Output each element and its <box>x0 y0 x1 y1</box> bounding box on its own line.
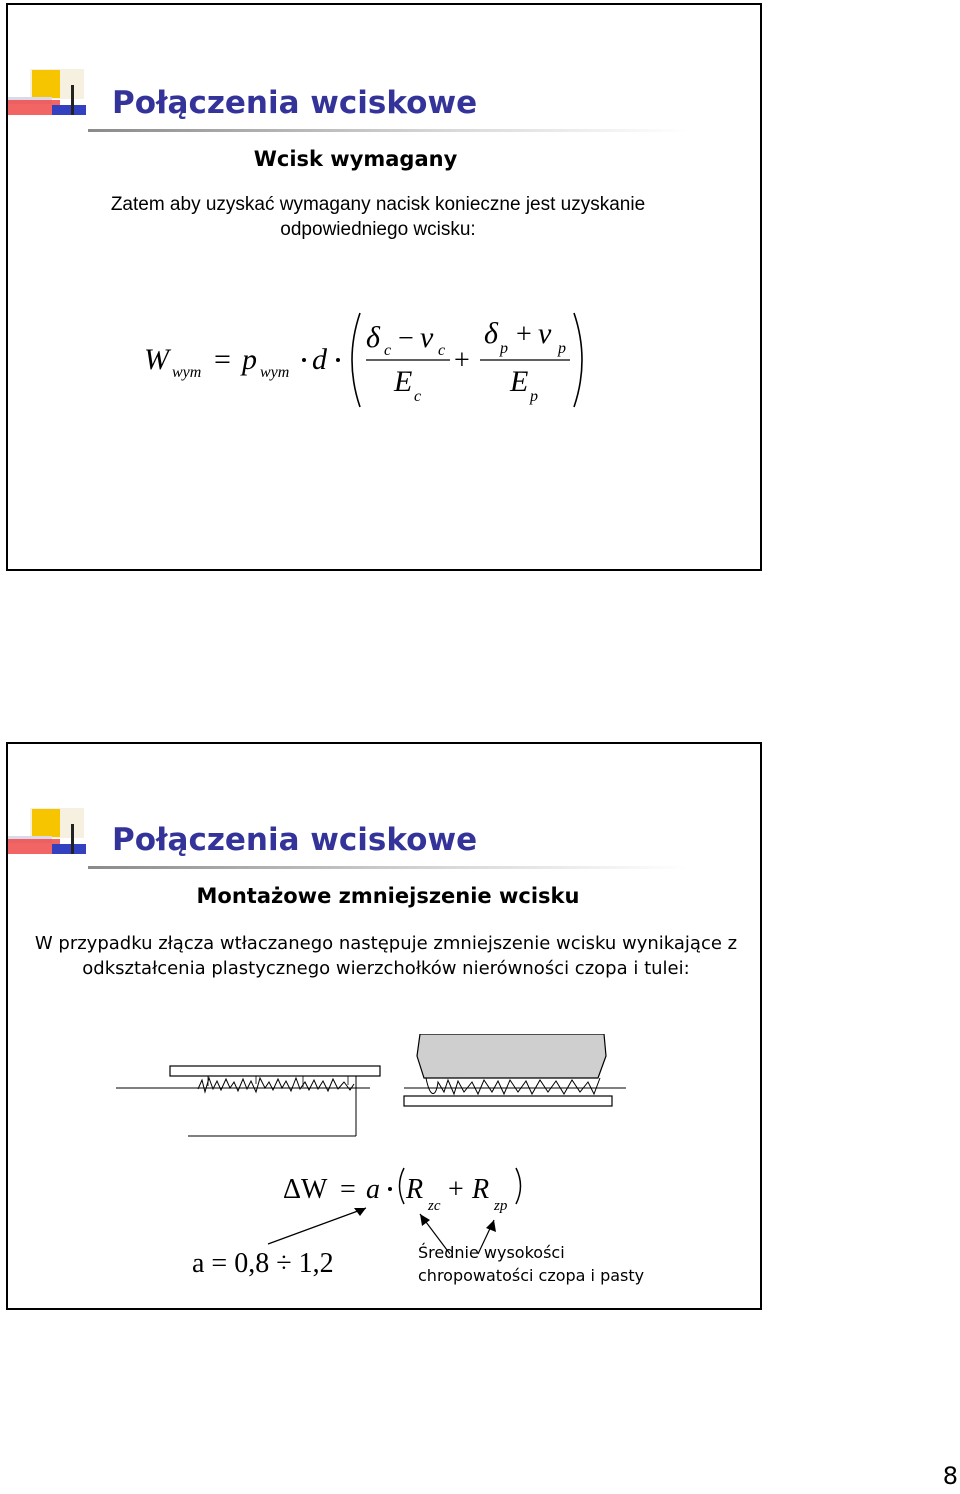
slide-title: Połączenia wciskowe <box>112 85 478 121</box>
formula-minus: − <box>398 323 414 354</box>
formula-r-zc: R <box>406 1174 424 1205</box>
formula-d: d <box>312 343 327 376</box>
formula-nu-c-sub: c <box>438 342 446 359</box>
formula-delta-w: ΔW <box>283 1174 328 1205</box>
formula-e-c: E <box>394 365 413 398</box>
formula-nu-p-sub: p <box>558 340 566 357</box>
formula-delta-c: δ <box>366 321 380 354</box>
slide-title: Połączenia wciskowe <box>112 822 478 858</box>
formula-delta-c-sub: c <box>384 342 392 359</box>
formula-e-c-sub: c <box>414 388 422 405</box>
slide-2 <box>6 742 762 1310</box>
formula-e-p: E <box>510 365 529 398</box>
slide-1 <box>6 3 762 571</box>
page-number: 8 <box>942 1462 958 1490</box>
slide-subtitle: Wcisk wymagany <box>253 147 458 171</box>
formula-r-zp: R <box>472 1174 490 1205</box>
formula-delta-p: δ <box>484 317 498 350</box>
formula-e-p-sub: p <box>530 388 538 405</box>
title-divider <box>88 866 688 869</box>
formula-r-zp-sub: zp <box>494 1198 508 1214</box>
roughness-annotation <box>418 1241 644 1287</box>
formula-nu-p: ν <box>538 317 552 350</box>
formula-plus: + <box>454 345 470 376</box>
formula-r-zc-sub: zc <box>428 1198 441 1214</box>
slide-logo-icon <box>8 5 118 115</box>
formula-equals: = <box>214 343 231 376</box>
title-divider <box>88 129 688 132</box>
formula-w: W <box>144 343 169 376</box>
formula-delta-p-sub: p <box>500 340 508 357</box>
formula-a-range: a = 0,8 ÷ 1,2 <box>192 1248 334 1279</box>
annotation-line-1: Średnie wysokości <box>418 1243 565 1262</box>
formula-p-sub: wym <box>260 364 290 381</box>
formula-plus: + <box>448 1174 464 1205</box>
formula-p: p <box>242 343 257 376</box>
formula-w-sub: wym <box>172 364 202 381</box>
formula-equals: = <box>340 1174 356 1205</box>
formula-a: a <box>366 1174 380 1205</box>
slide-subtitle: Montażowe zmniejszenie wcisku <box>196 884 580 908</box>
formula-plus-2: + <box>516 319 532 350</box>
slide-logo-icon <box>8 744 118 854</box>
formula-nu-c: ν <box>420 321 434 354</box>
annotation-line-2: chropowatości czopa i pasty <box>418 1266 645 1285</box>
roughness-diagram <box>108 1034 638 1144</box>
slide-body-text: Zatem aby uzyskać wymagany nacisk konieczne jest uzyskanie odpowiedniego wcisku: <box>110 194 646 240</box>
required-interference-formula <box>138 305 598 415</box>
slide-body-text: W przypadku złącza wtłaczanego następuje zmniejszenie wcisku wynikające z odkształcenia plastycznego wierzchołków nierówności czopa i tulei: <box>34 933 738 979</box>
